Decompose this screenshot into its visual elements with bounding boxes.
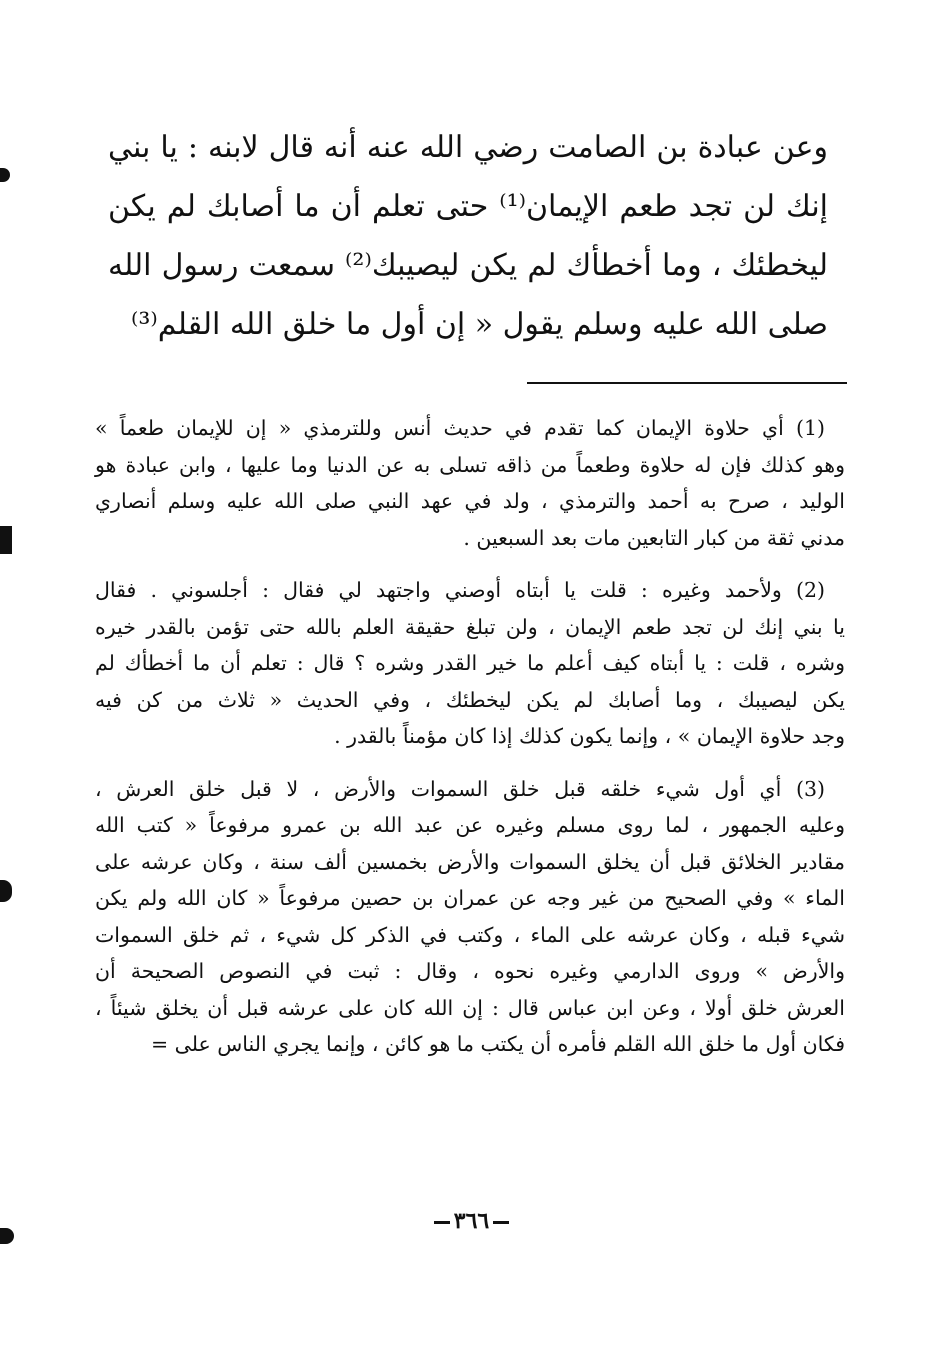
footnote-line: وجد حلاوة الإيمان » ، وإنما يكون كذلك إذا كان مؤمناً بالقدر .	[334, 724, 845, 748]
footnote-line: يا بني إنك لن تجد طعم الإيمان ، ولن تبلغ حقيقة العلم بالله حتى تؤمن بالقدر خيره	[95, 614, 845, 639]
page-number-text: ٣٦٦	[453, 1208, 490, 1234]
footnote-line: العرش خلق أولا ، وعن ابن عباس قال : إن الله كان على عرشه قبل أن يخلق شيئاً ،	[95, 995, 845, 1020]
footnote-line: يكن ليصيبك ، وما أصابك لم يكن ليخطئك ، وفي الحديث « ثلاث من كن فيه	[95, 687, 845, 712]
footnote-line: وشره ، قلت : يا أبتاه كيف أعلم ما خير القدر وشره ؟ قال : تعلم أن ما أخطأك لم	[95, 651, 845, 675]
main-text-line: وعن عبادة بن الصامت رضي الله عنه أنه قال لابنه : يا بني	[108, 130, 828, 165]
main-text	[108, 118, 828, 354]
footnote-line: والأرض » وروى الدارمي وغيره نحوه ، وقال : ثبت في النصوص الصحيحة أن	[95, 959, 845, 983]
footnote-line: (3) أي أول شيء خلقه قبل خلق السموات والأرض ، لا قبل خلق العرش ،	[95, 776, 825, 801]
footnote-line: الوليد ، صرح به أحمد والترمذي ، ولد في عهد النبي صلى الله عليه وسلم أنصاري	[95, 489, 845, 513]
footnote-line: مقادير الخلائق قبل أن يخلق السموات والأرض بخمسين ألف سنة ، وكان عرشه على	[95, 849, 845, 874]
main-text-line: صلى الله عليه وسلم يقول « إن أول ما خلق الله القلم⁽³⁾	[131, 307, 828, 342]
scan-edge-mark	[0, 168, 10, 182]
footnote-line: الماء » وفي الصحيح من غير وجه عن عمران بن حصين مرفوعاً « كان الله ولم يكن	[95, 886, 845, 910]
scan-edge-mark	[0, 880, 12, 902]
footnote-1	[95, 410, 845, 556]
footnote-3	[95, 771, 845, 1063]
footnote-line: وعليه الجمهور ، لما روى مسلم وغيره عن عبد الله بن عمرو مرفوعاً « كتب الله	[95, 813, 845, 837]
footnote-line: (2) ولأحمد وغيره : قلت يا أبتاه أوصني واجتهد لي فقال : أجلسوني . فقال	[95, 578, 825, 602]
footnote-line: شيء قبله ، وكان عرشه على الماء ، وكتب في الذكر كل شيء ، ثم خلق السموات	[95, 922, 845, 947]
footnotes	[95, 410, 845, 1079]
page-number	[0, 1208, 943, 1234]
footnote-separator	[527, 382, 847, 384]
footnote-line: (1) أي حلاوة الإيمان كما تقدم في حديث أنس وللترمذي « إن للإيمان طعماً »	[95, 416, 825, 440]
footnote-2	[95, 572, 845, 755]
footnote-line: وهو كذلك فإن له حلاوة وطعماً من ذاقه تسلى به عن الدنيا وما عليها ، وابن عبادة هو	[95, 452, 845, 477]
page-number-dash	[493, 1221, 509, 1224]
footnote-line: فكان أول ما خلق الله القلم فأمره أن يكتب ما هو كائن ، وإنما يجري الناس على =	[150, 1032, 845, 1056]
main-text-line: ليخطئك ، وما أخطأك لم يكن ليصيبك⁽²⁾ سمعت رسول الله	[108, 248, 828, 283]
scan-edge-mark	[0, 526, 12, 554]
main-text-line: إنك لن تجد طعم الإيمان⁽¹⁾ حتى تعلم أن ما أصابك لم يكن	[108, 189, 829, 224]
footnote-line: مدني ثقة من كبار التابعين مات بعد السبعين .	[463, 525, 845, 550]
page-number-dash	[434, 1221, 450, 1224]
